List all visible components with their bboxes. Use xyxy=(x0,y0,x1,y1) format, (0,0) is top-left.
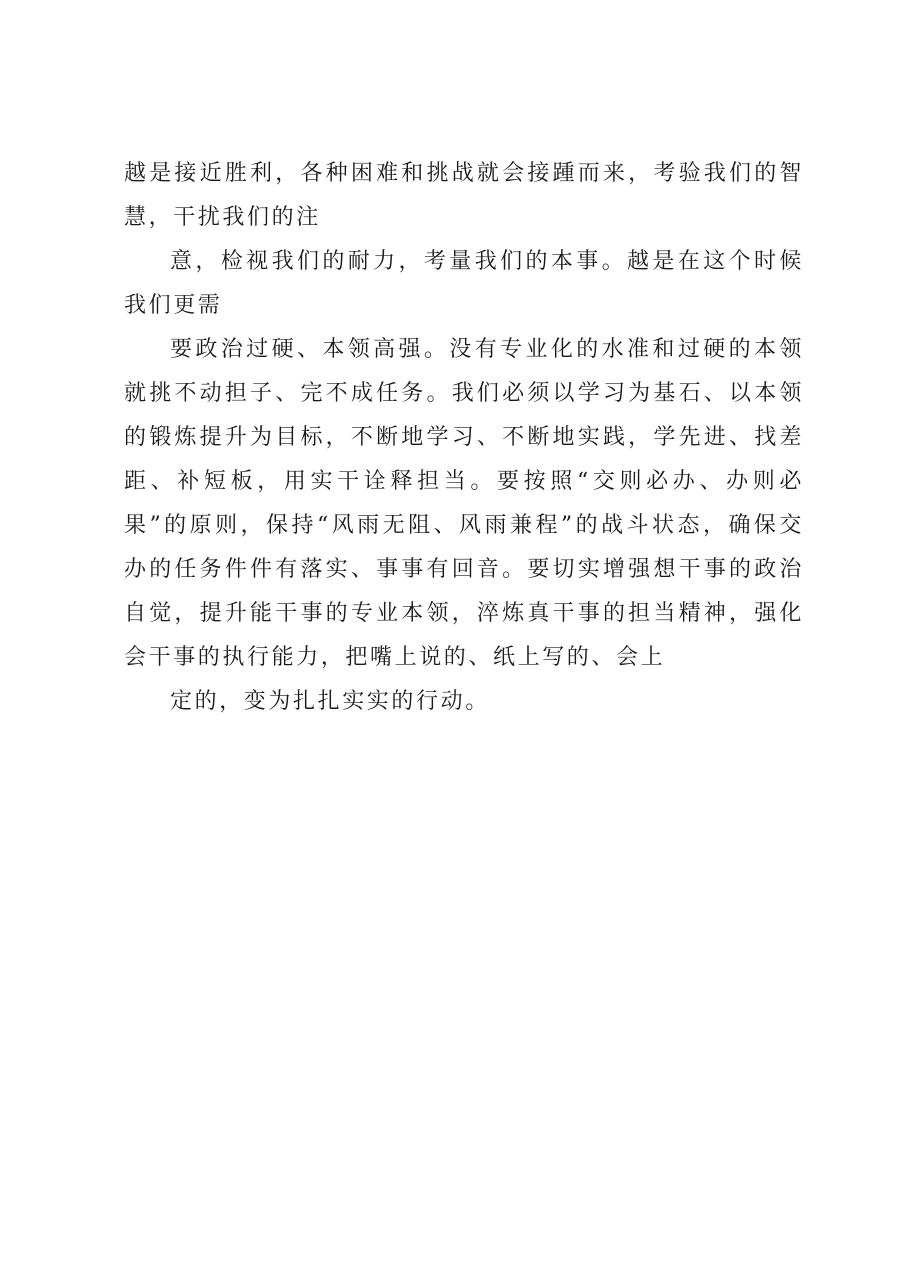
paragraph-1: 越是接近胜利，各种困难和挑战就会接踵而来，考验我们的智慧，干扰我们的注 xyxy=(124,161,804,230)
paragraph-4: 定的，变为扎扎实实的行动。 xyxy=(170,689,490,714)
document-body xyxy=(124,152,804,724)
paragraph-2: 意，检视我们的耐力，考量我们的本事。越是在这个时候我们更需 xyxy=(124,249,804,318)
paragraph-3: 要政治过硬、本领高强。没有专业化的水准和过硬的本领就挑不动担子、完不成任务。我们必须以学习为基石、以本领的锻炼提升为目标，不断地学习、不断地实践，学先进、找差距、补短板，用实干诠释担当。要按照“交则必办、办则必果”的原则，保持“风雨无阻、风雨兼程”的战斗状态，确保交办的任务件件有落实、事事有回音。要切实增强想干事的政治自觉，提升能干事的专业本领，淬炼真干事的担当精神，强化会干事的执行能力，把嘴上说的、纸上写的、会上 xyxy=(124,337,804,670)
